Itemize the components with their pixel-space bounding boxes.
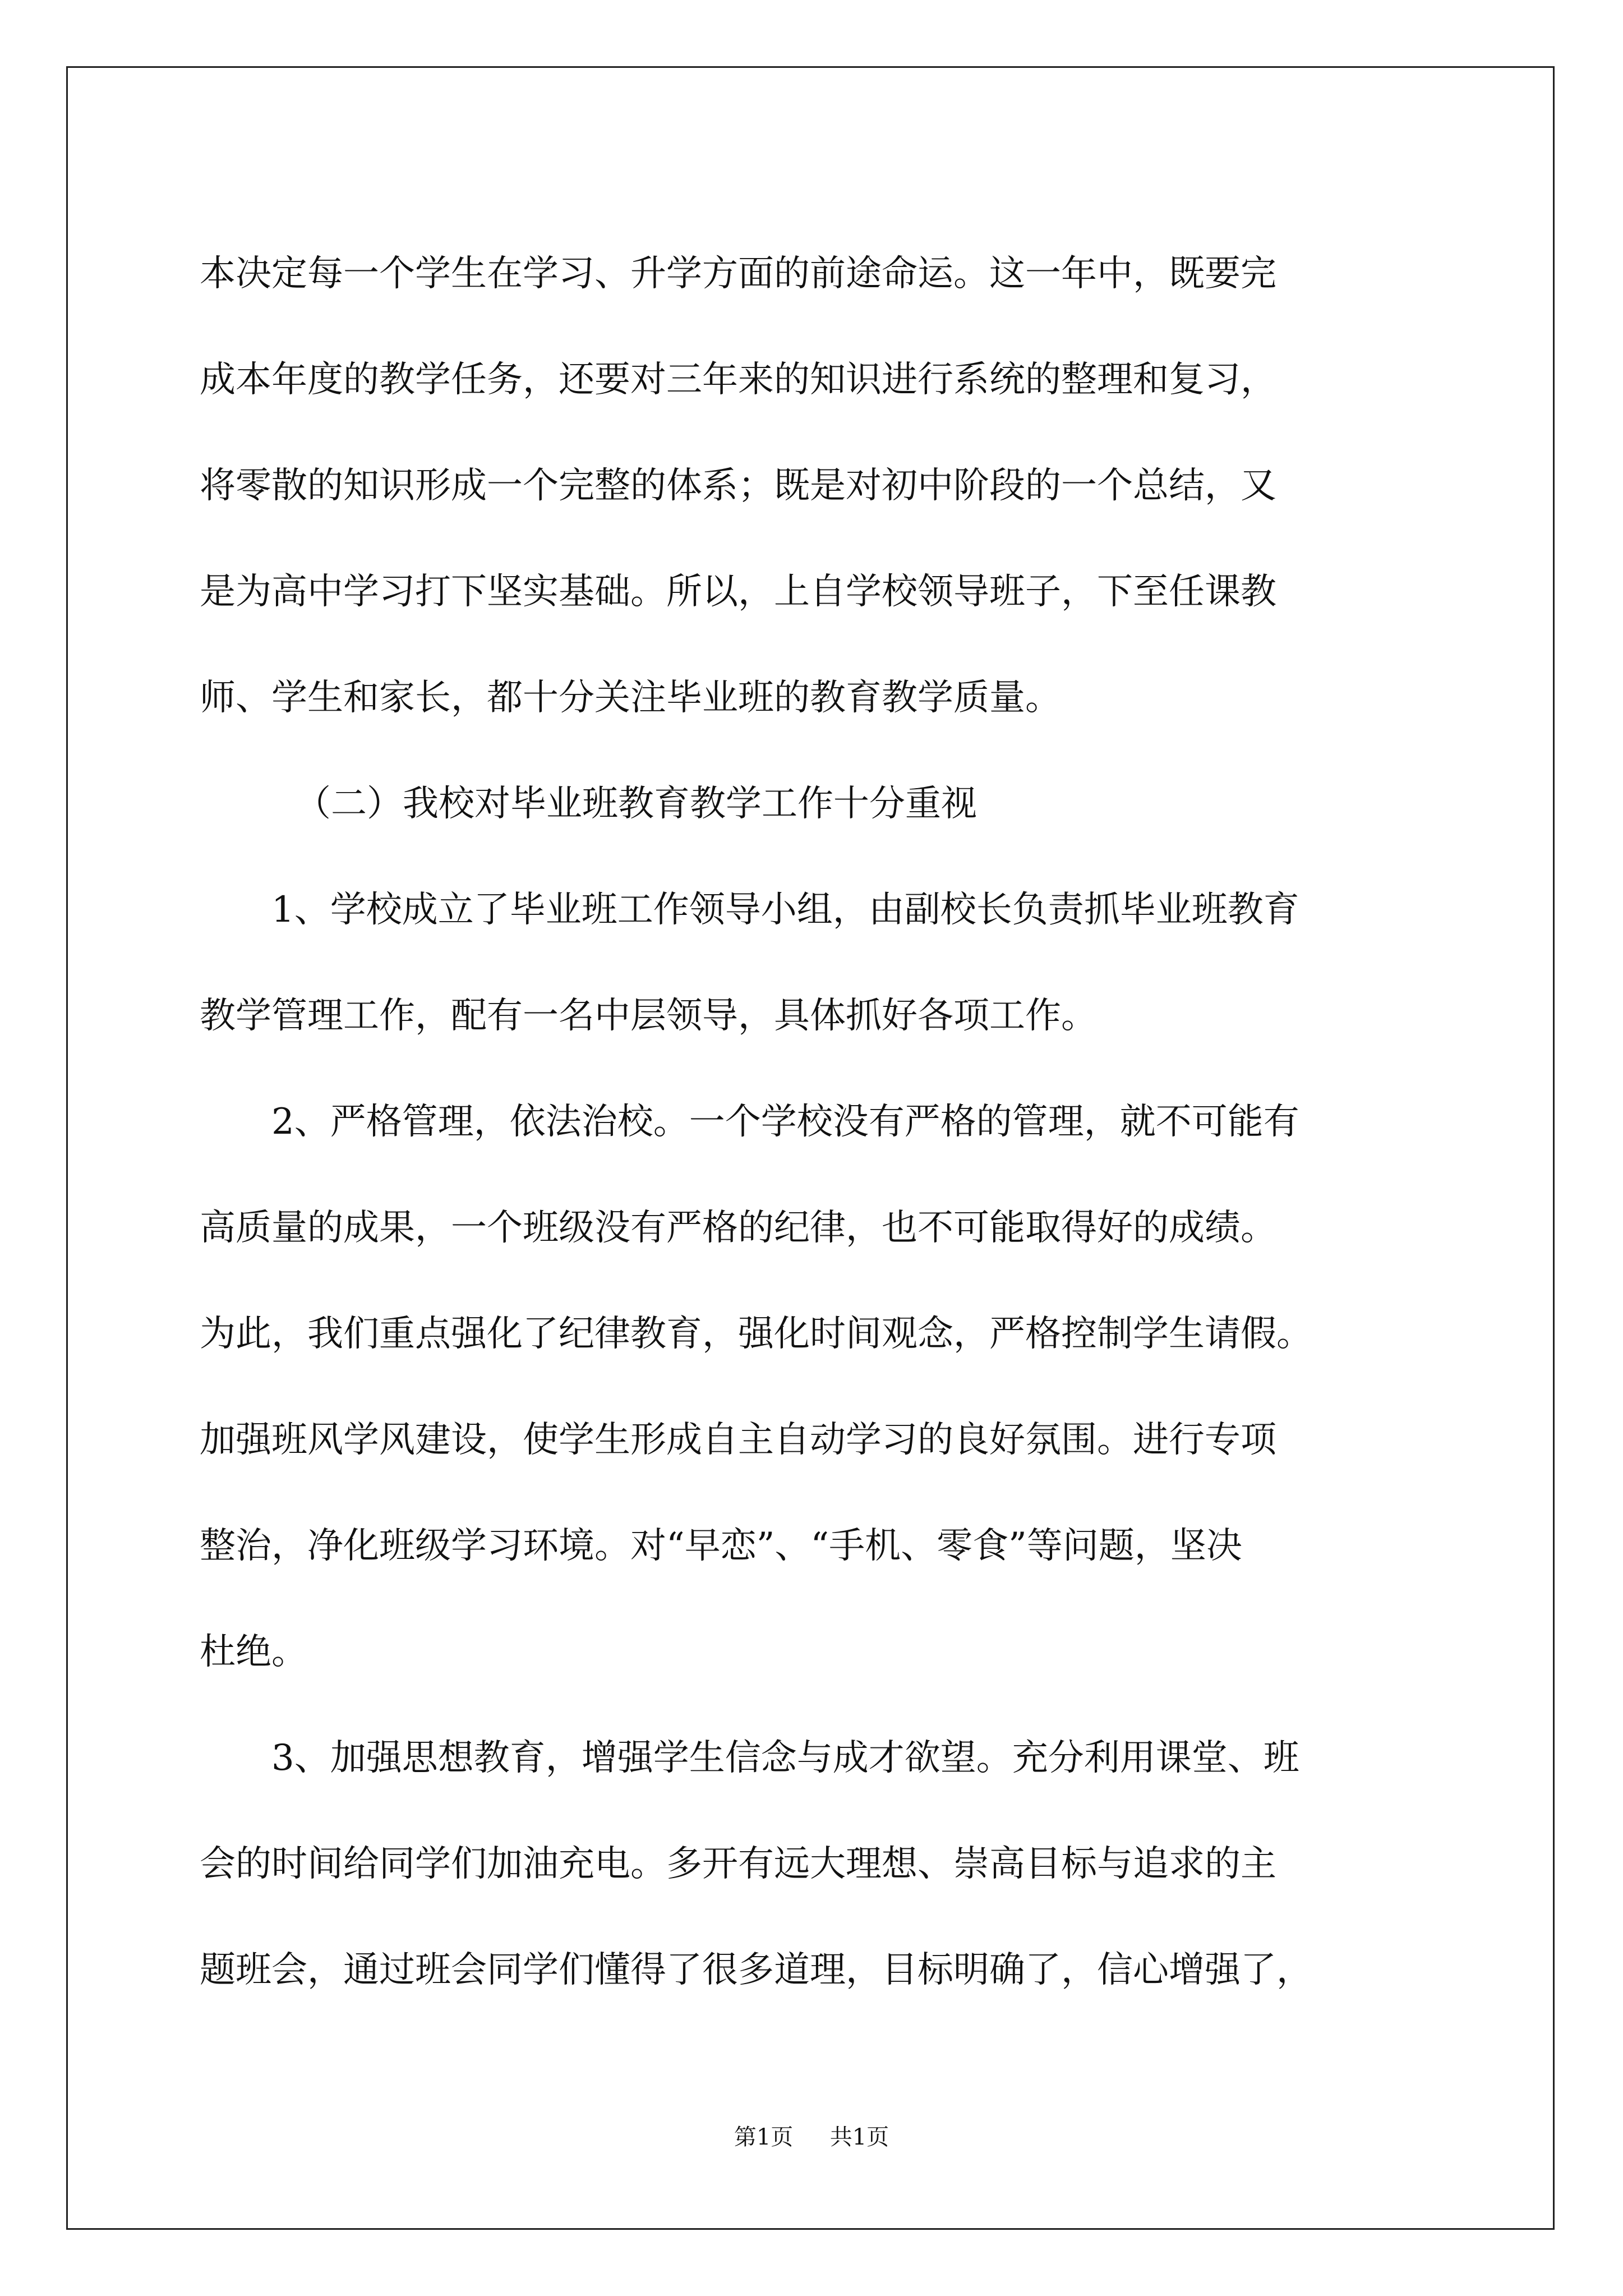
body-line: 杜绝。 [200, 1631, 307, 1673]
paragraph-first-line: 2、严格管理，依法治校。一个学校没有严格的管理，就不可能有 [271, 1101, 1299, 1143]
body-line: 是为高中学习打下坚实基础。所以，上自学校领导班子，下至任课教 [200, 571, 1276, 613]
body-line: 整治，净化班级学习环境。对“早恋”、“手机、零食”等问题，坚决 [200, 1525, 1242, 1567]
body-line: 本决定每一个学生在学习、升学方面的前途命运。这一年中，既要完 [200, 253, 1276, 295]
body-line: 加强班风学风建设，使学生形成自主自动学习的良好氛围。进行专项 [200, 1419, 1276, 1461]
body-line: 会的时间给同学们加油充电。多开有远大理想、崇高目标与追求的主 [200, 1843, 1276, 1885]
page-number: 第1页 [734, 2124, 794, 2150]
body-line: 师、学生和家长，都十分关注毕业班的教育教学质量。 [200, 677, 1061, 719]
body-line: 将零散的知识形成一个完整的体系；既是对初中阶段的一个总结，又 [200, 465, 1276, 507]
body-line: 高质量的成果，一个班级没有严格的纪律，也不可能取得好的成绩。 [200, 1207, 1276, 1249]
body-line: 成本年度的教学任务，还要对三年来的知识进行系统的整理和复习， [200, 359, 1276, 401]
body-line: 题班会，通过班会同学们懂得了很多道理，目标明确了，信心增强了， [200, 1949, 1312, 1991]
section-heading: （二）我校对毕业班教育教学工作十分重视 [295, 783, 977, 825]
body-line: 为此，我们重点强化了纪律教育，强化时间观念，严格控制学生请假。 [200, 1313, 1312, 1355]
paragraph-first-line: 1、学校成立了毕业班工作领导小组，由副校长负责抓毕业班教育 [271, 889, 1299, 931]
page-footer [0, 2120, 1623, 2154]
body-line: 教学管理工作，配有一名中层领导，具体抓好各项工作。 [200, 995, 1097, 1037]
paragraph-first-line: 3、加强思想教育，增强学生信念与成才欲望。充分利用课堂、班 [271, 1737, 1299, 1779]
document-body [200, 221, 1433, 2023]
total-pages: 共1页 [829, 2124, 889, 2150]
